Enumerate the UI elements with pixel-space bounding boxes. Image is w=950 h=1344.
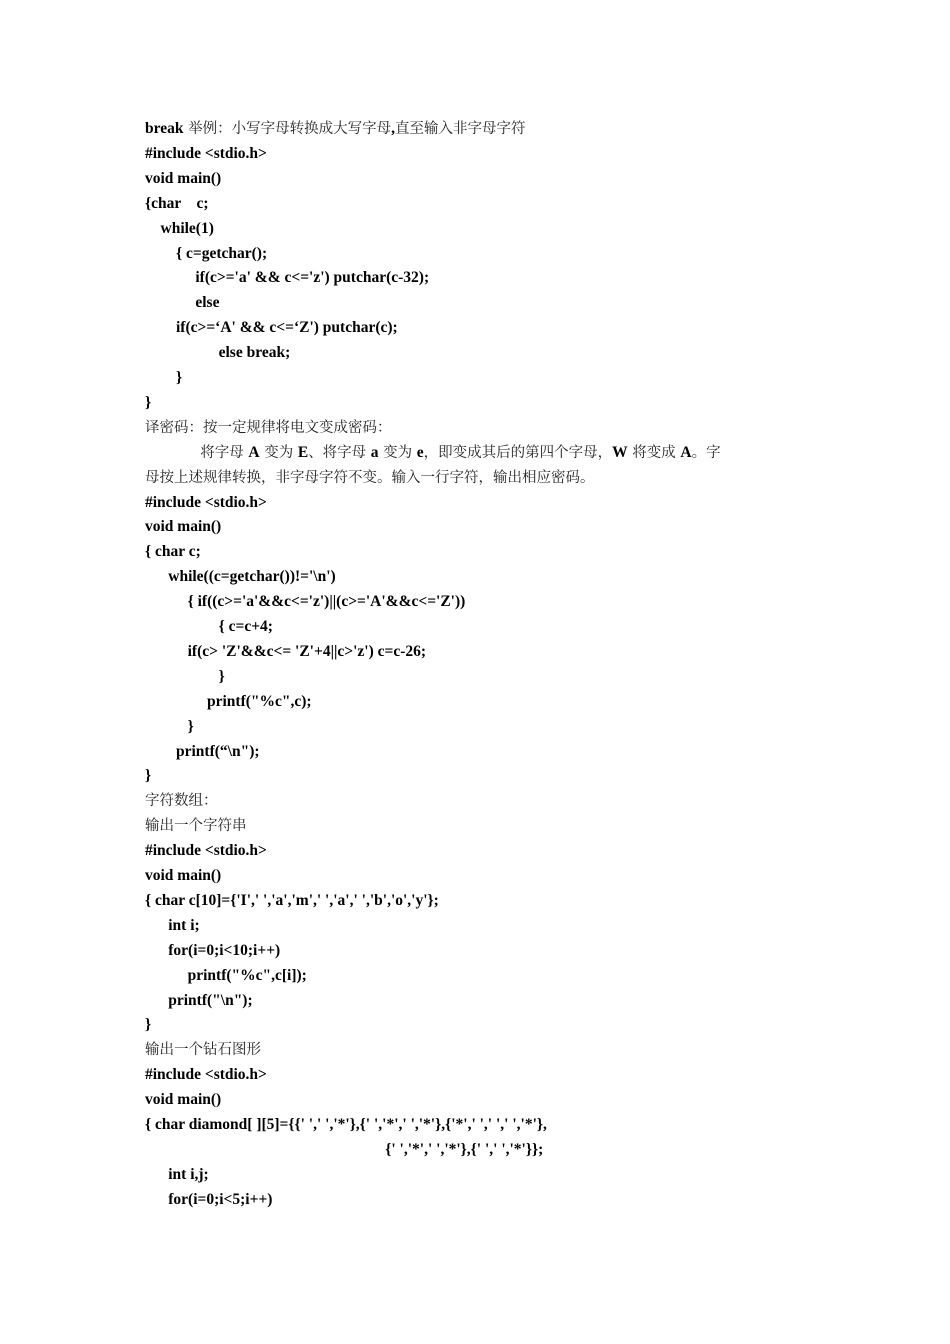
text-line <box>145 216 214 240</box>
text-line <box>145 1012 151 1036</box>
code-text: { c=c+4; <box>145 618 273 635</box>
text-line <box>145 564 336 588</box>
code-text: while((c=getchar())!='\n') <box>145 568 336 586</box>
code-text: W <box>612 443 628 461</box>
code-text: while(1) <box>145 219 214 237</box>
text-line <box>145 1087 221 1111</box>
chinese-text: 母按上述规律转换，非字母字符不变。输入一行字符，输出相应密码。 <box>145 469 595 486</box>
chinese-text: 、将字母 <box>308 444 371 461</box>
text-line <box>145 614 273 638</box>
code-text: void main() <box>145 867 222 884</box>
text-line <box>145 390 151 414</box>
chinese-text: 直至输入非字母字符 <box>394 121 526 137</box>
code-text: else break; <box>145 344 291 362</box>
text-line <box>145 739 260 763</box>
code-text: #include <stdio.h> <box>145 144 267 162</box>
code-text: a <box>370 443 379 461</box>
chinese-text: ，即变成其后的第四个字母， <box>423 444 613 461</box>
text-line <box>145 116 525 140</box>
text-line <box>145 813 247 837</box>
code-text: void main() <box>145 169 222 187</box>
text-line <box>145 863 221 887</box>
text-line <box>145 714 194 738</box>
text-line <box>145 315 398 339</box>
code-text: {char c; <box>145 194 209 212</box>
code-text: #include <stdio.h> <box>145 842 267 860</box>
text-line <box>145 166 221 190</box>
text-line <box>145 1062 267 1086</box>
code-text: printf("%c",c[i]); <box>145 966 307 984</box>
chinese-text: 。字 <box>691 444 721 461</box>
text-line <box>145 838 267 862</box>
text-line <box>145 1137 543 1161</box>
code-text: { char diamond[ ][5]={{' ',' ','*'},{' ','*',' ','*'},{'*',' ',' ',' ','*'}, <box>145 1116 547 1133</box>
code-text: } <box>145 393 152 411</box>
code-text: e <box>416 443 424 461</box>
text-line <box>145 241 267 265</box>
code-text: #include <stdio.h> <box>145 1066 267 1084</box>
text-line <box>145 514 221 538</box>
text-line <box>145 265 429 289</box>
text-line <box>145 340 290 364</box>
code-text: if(c>=‘A' && c<=‘Z') putchar(c); <box>145 319 398 337</box>
text-line <box>145 141 267 165</box>
code-text: {' ','*',' ','*'},{' ',' ','*'}}; <box>145 1140 544 1158</box>
text-line <box>145 465 595 489</box>
code-text: if(c> 'Z'&&c<= 'Z'+4||c>'z') c=c-26; <box>145 642 427 660</box>
text-line <box>145 788 218 812</box>
chinese-text: 变为 <box>378 444 417 461</box>
chinese-text: 变为 <box>259 444 298 461</box>
code-text: int i; <box>145 916 200 934</box>
chinese-text: 举例：小写字母转换成大写字母 <box>183 121 392 137</box>
text-line <box>145 639 426 663</box>
code-text: if(c>='a' && c<='z') putchar(c-32); <box>145 269 430 287</box>
chinese-text: 将变成 <box>627 444 681 461</box>
text-line <box>145 763 151 787</box>
code-text: for(i=0;i<5;i++) <box>145 1190 273 1208</box>
text-line <box>145 1037 261 1061</box>
text-line <box>145 539 201 563</box>
text-line <box>145 888 439 912</box>
text-line <box>145 365 182 389</box>
chinese-text: 输出一个字符串 <box>145 818 247 835</box>
code-text: #include <stdio.h> <box>145 493 267 511</box>
text-line <box>145 490 267 514</box>
text-line <box>145 1162 209 1186</box>
code-text: break <box>145 120 184 137</box>
code-text: A <box>248 443 260 461</box>
code-text: void main() <box>145 518 222 536</box>
text-line <box>145 415 392 439</box>
code-text: { c=getchar(); <box>145 244 268 262</box>
text-line <box>145 1112 547 1136</box>
code-text: E <box>297 443 309 461</box>
code-text: else <box>145 294 220 312</box>
code-text: printf(“\n"); <box>145 742 260 760</box>
code-text: } <box>145 717 194 735</box>
code-text: } <box>145 767 152 785</box>
text-line <box>145 664 225 688</box>
text-line <box>145 1187 272 1211</box>
code-text: printf("%c",c); <box>145 692 312 710</box>
chinese-text: 将字母 <box>145 444 249 461</box>
chinese-text: 字符数组： <box>145 793 218 810</box>
text-line <box>145 290 219 314</box>
code-text: void main() <box>145 1091 222 1109</box>
chinese-text: 输出一个钻石图形 <box>145 1042 261 1059</box>
code-text: { if((c>='a'&&c<='z')||(c>='A'&&c<='Z')) <box>145 593 466 611</box>
code-text: printf("\n"); <box>145 991 253 1009</box>
text-line <box>145 988 253 1012</box>
code-text: { char c; <box>145 543 201 561</box>
code-text: } <box>145 1016 152 1034</box>
code-text: } <box>145 369 183 386</box>
chinese-text: 译密码：按一定规律将电文变成密码： <box>145 419 392 436</box>
text-line <box>145 938 280 962</box>
code-text: { char c[10]={'I',' ','a','m',' ','a',' ','b','o','y'}; <box>145 891 439 909</box>
code-text: , <box>391 120 395 137</box>
code-text: for(i=0;i<10;i++) <box>145 941 281 959</box>
text-line <box>145 191 209 215</box>
code-text: int i,j; <box>145 1165 209 1183</box>
text-line <box>145 913 200 937</box>
code-text: A <box>680 443 692 461</box>
text-line <box>145 440 721 464</box>
text-line <box>145 689 312 713</box>
text-line <box>145 963 307 987</box>
text-line <box>145 589 465 613</box>
code-text: } <box>145 667 225 685</box>
